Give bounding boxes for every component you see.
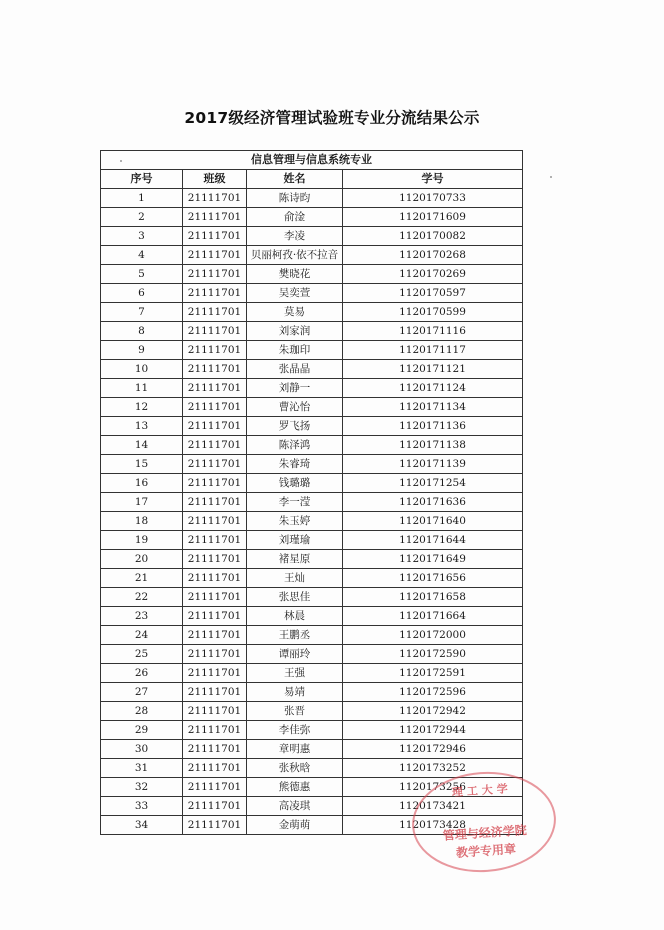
row-student-id: 1120171136 [343,417,523,436]
row-name: 俞淦 [247,208,343,227]
table-row [101,246,523,265]
row-class: 21111701 [183,246,247,265]
row-student-id: 1120170599 [343,303,523,322]
row-class: 21111701 [183,683,247,702]
row-student-id: 1120171640 [343,512,523,531]
row-name: 刘家润 [247,322,343,341]
row-student-id: 1120171116 [343,322,523,341]
row-index: 24 [101,626,183,645]
row-student-id: 1120170597 [343,284,523,303]
row-index: 31 [101,759,183,778]
row-student-id: 1120171254 [343,474,523,493]
row-index: 8 [101,322,183,341]
row-student-id: 1120171139 [343,455,523,474]
row-index: 32 [101,778,183,797]
row-class: 21111701 [183,607,247,626]
row-class: 21111701 [183,778,247,797]
table-row [101,607,523,626]
row-name: 高凌琪 [247,797,343,816]
row-student-id: 1120172944 [343,721,523,740]
row-class: 21111701 [183,569,247,588]
row-class: 21111701 [183,645,247,664]
row-class: 21111701 [183,360,247,379]
roster-table [100,150,523,835]
row-class: 21111701 [183,512,247,531]
scan-speck [550,176,552,178]
row-class: 21111701 [183,417,247,436]
row-index: 30 [101,740,183,759]
table-row [101,550,523,569]
row-index: 14 [101,436,183,455]
row-index: 17 [101,493,183,512]
row-class: 21111701 [183,303,247,322]
row-index: 21 [101,569,183,588]
row-student-id: 1120171117 [343,341,523,360]
row-class: 21111701 [183,588,247,607]
column-header-row [101,170,523,189]
row-name: 张晋 [247,702,343,721]
row-name: 易靖 [247,683,343,702]
row-student-id: 1120170733 [343,189,523,208]
row-student-id: 1120171138 [343,436,523,455]
roster-body [101,189,523,835]
major-header-row [101,151,523,170]
table-row [101,208,523,227]
row-index: 23 [101,607,183,626]
row-name: 金萌萌 [247,816,343,835]
row-index: 13 [101,417,183,436]
row-student-id: 1120172942 [343,702,523,721]
table-row [101,664,523,683]
row-class: 21111701 [183,740,247,759]
row-class: 21111701 [183,721,247,740]
row-student-id: 1120172946 [343,740,523,759]
table-row [101,626,523,645]
row-student-id: 1120171664 [343,607,523,626]
row-class: 21111701 [183,227,247,246]
row-index: 6 [101,284,183,303]
row-index: 26 [101,664,183,683]
seal-arc-text: 理工大学 [451,781,513,800]
table-row [101,455,523,474]
row-class: 21111701 [183,702,247,721]
row-name: 王灿 [247,569,343,588]
row-index: 2 [101,208,183,227]
row-index: 12 [101,398,183,417]
row-index: 19 [101,531,183,550]
row-index: 4 [101,246,183,265]
table-row [101,721,523,740]
row-student-id: 1120172590 [343,645,523,664]
row-student-id: 1120172596 [343,683,523,702]
row-class: 21111701 [183,816,247,835]
table-row [101,531,523,550]
row-index: 3 [101,227,183,246]
row-name: 褚星原 [247,550,343,569]
row-student-id: 1120171649 [343,550,523,569]
table-row [101,360,523,379]
table-row [101,512,523,531]
row-class: 21111701 [183,208,247,227]
row-class: 21111701 [183,664,247,683]
table-row [101,379,523,398]
table-row [101,341,523,360]
table-row [101,493,523,512]
table-row [101,588,523,607]
row-name: 朱玉婷 [247,512,343,531]
row-name: 李一滢 [247,493,343,512]
row-index: 10 [101,360,183,379]
row-index: 22 [101,588,183,607]
row-index: 7 [101,303,183,322]
row-student-id: 1120171658 [343,588,523,607]
table-row [101,645,523,664]
row-index: 18 [101,512,183,531]
col-header-name: 姓名 [247,170,343,189]
col-header-index: 序号 [101,170,183,189]
scan-speck [120,160,122,162]
table-row [101,683,523,702]
row-name: 莫易 [247,303,343,322]
row-name: 张思佳 [247,588,343,607]
row-index: 1 [101,189,183,208]
row-class: 21111701 [183,379,247,398]
row-class: 21111701 [183,550,247,569]
row-name: 王鹏丞 [247,626,343,645]
row-class: 21111701 [183,474,247,493]
row-class: 21111701 [183,265,247,284]
row-student-id: 1120171656 [343,569,523,588]
row-name: 谭丽玲 [247,645,343,664]
row-name: 张晶晶 [247,360,343,379]
table-row [101,740,523,759]
row-index: 27 [101,683,183,702]
row-index: 5 [101,265,183,284]
row-student-id: 1120172000 [343,626,523,645]
table-row [101,284,523,303]
row-name: 刘瑾瑜 [247,531,343,550]
row-class: 21111701 [183,626,247,645]
row-name: 罗飞扬 [247,417,343,436]
row-name: 朱珈印 [247,341,343,360]
row-student-id: 1120173421 [343,797,523,816]
table-row [101,265,523,284]
row-student-id: 1120171124 [343,379,523,398]
row-class: 21111701 [183,398,247,417]
page-title: 2017级经济管理试验班专业分流结果公示 [184,109,480,127]
row-name: 张秋晗 [247,759,343,778]
table-row [101,303,523,322]
row-student-id: 1120171609 [343,208,523,227]
row-class: 21111701 [183,759,247,778]
table-row [101,436,523,455]
row-name: 李佳弥 [247,721,343,740]
seal-line-2: 教学专用章 [455,841,517,861]
col-header-student-id: 学号 [343,170,523,189]
major-name: 信息管理与信息系统专业 [101,151,523,170]
row-class: 21111701 [183,493,247,512]
row-name: 刘静一 [247,379,343,398]
row-index: 29 [101,721,183,740]
table-row [101,759,523,778]
row-name: 陈泽鸿 [247,436,343,455]
row-class: 21111701 [183,341,247,360]
row-student-id: 1120170269 [343,265,523,284]
row-class: 21111701 [183,189,247,208]
row-class: 21111701 [183,531,247,550]
row-name: 朱睿琦 [247,455,343,474]
table-row [101,227,523,246]
row-student-id: 1120173428 [343,816,523,835]
table-row [101,778,523,797]
seal-line-1: 管理与经济学院 [442,823,528,843]
row-student-id: 1120170082 [343,227,523,246]
row-index: 20 [101,550,183,569]
row-name: 钱璐璐 [247,474,343,493]
row-name: 贝丽柯孜·依不拉音 [247,246,343,265]
row-name: 王强 [247,664,343,683]
row-student-id: 1120171636 [343,493,523,512]
row-student-id: 1120170268 [343,246,523,265]
row-name: 樊晓花 [247,265,343,284]
col-header-class: 班级 [183,170,247,189]
row-index: 34 [101,816,183,835]
row-index: 25 [101,645,183,664]
table-row [101,797,523,816]
row-index: 33 [101,797,183,816]
table-row [101,474,523,493]
row-name: 吴奕萱 [247,284,343,303]
row-name: 章明惠 [247,740,343,759]
row-index: 11 [101,379,183,398]
row-name: 李凌 [247,227,343,246]
table-row [101,816,523,835]
row-student-id: 1120171134 [343,398,523,417]
row-student-id: 1120171121 [343,360,523,379]
table-row [101,398,523,417]
table-row [101,702,523,721]
row-name: 陈诗昀 [247,189,343,208]
row-name: 林晨 [247,607,343,626]
row-student-id: 1120172591 [343,664,523,683]
row-student-id: 1120173256 [343,778,523,797]
row-index: 15 [101,455,183,474]
row-class: 21111701 [183,322,247,341]
row-student-id: 1120173252 [343,759,523,778]
row-class: 21111701 [183,284,247,303]
row-name: 曹沁怡 [247,398,343,417]
row-student-id: 1120171644 [343,531,523,550]
table-row [101,417,523,436]
row-index: 16 [101,474,183,493]
row-index: 9 [101,341,183,360]
table-row [101,189,523,208]
row-class: 21111701 [183,797,247,816]
row-name: 熊德惠 [247,778,343,797]
row-class: 21111701 [183,455,247,474]
row-index: 28 [101,702,183,721]
table-row [101,569,523,588]
table-row [101,322,523,341]
row-class: 21111701 [183,436,247,455]
